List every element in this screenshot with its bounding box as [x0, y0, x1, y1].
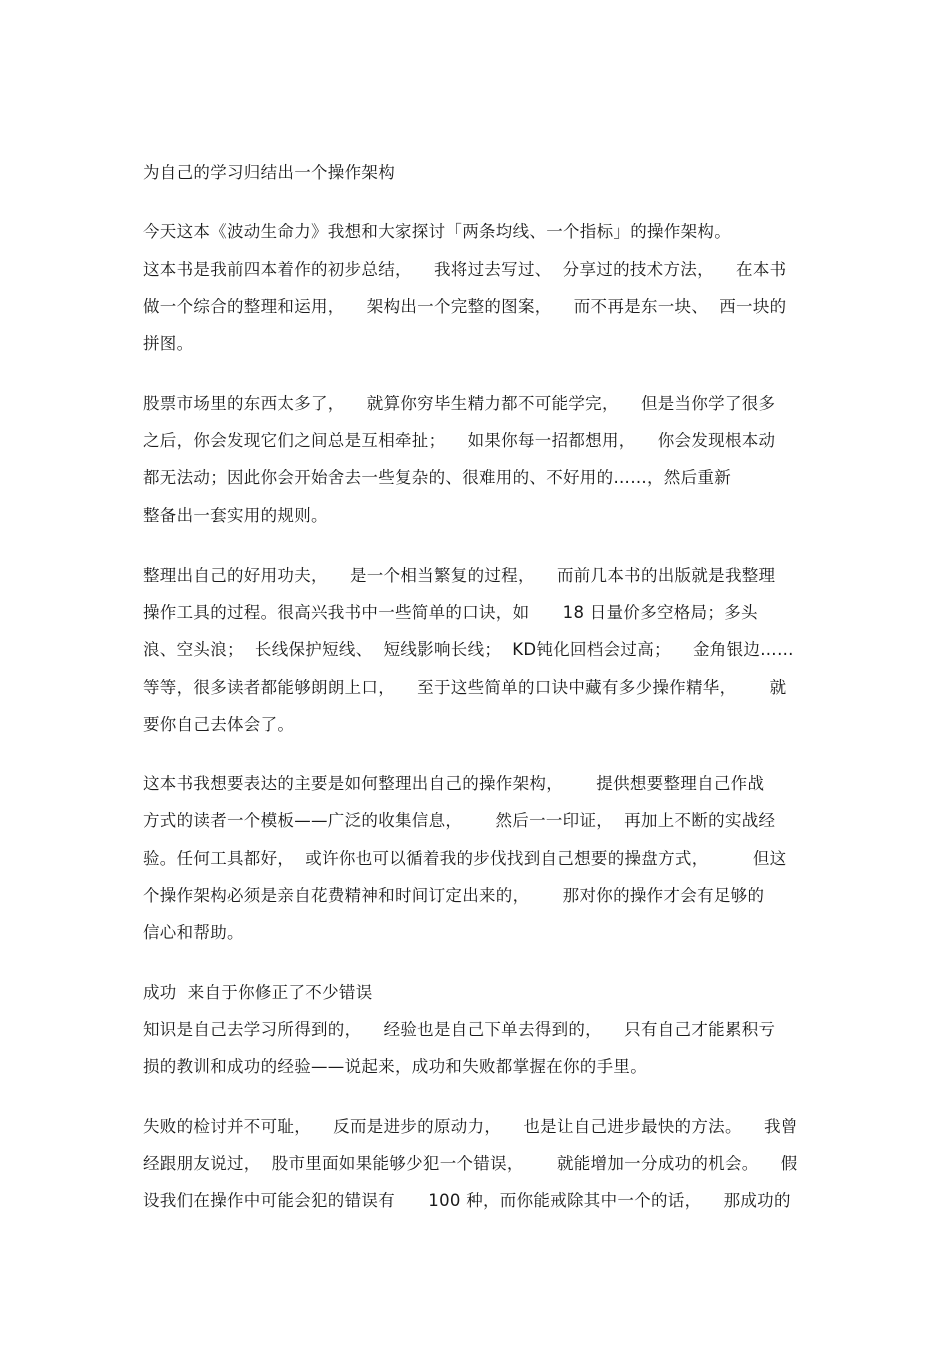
paragraph-1-line-1: 今天这本《波动生命力》我想和大家探讨「两条均线、一个指标」的操作架构。 — [143, 222, 731, 241]
paragraph-1-line-3: 做一个综合的整理和运用， 架构出一个完整的图案， 而不再是东一块、 西一块的 — [143, 297, 787, 316]
paragraph-2-line-1: 股票市场里的东西太多了， 就算你穷毕生精力都不可能学完， 但是当你学了很多 — [143, 394, 776, 413]
paragraph-4-line-5: 信心和帮助。 — [143, 923, 244, 942]
document-title: 为自己的学习归结出一个操作架构 — [143, 163, 395, 182]
paragraph-6-line-3: 设我们在操作中可能会犯的错误有 100 种，而你能戒除其中一个的话， 那成功的 — [143, 1191, 791, 1210]
paragraph-1-line-4: 拼图。 — [143, 334, 194, 353]
paragraph-5-line-1: 知识是自己去学习所得到的， 经验也是自己下单去得到的， 只有自己才能累积亏 — [143, 1020, 776, 1039]
paragraph-2-line-3: 都无法动；因此你会开始舍去一些复杂的、很难用的、不好用的……，然后重新 — [143, 468, 731, 487]
paragraph-1-line-2: 这本书是我前四本着作的初步总结， 我将过去写过、 分享过的技术方法， 在本书 — [143, 260, 787, 279]
paragraph-4-line-4: 个操作架构必须是亲自花费精神和时间订定出来的， 那对你的操作才会有足够的 — [143, 886, 765, 905]
paragraph-6-line-1: 失败的检讨并不可耻， 反而是进步的原动力， 也是让自己进步最快的方法。 我曾 — [143, 1117, 798, 1136]
paragraph-3-line-2: 操作工具的过程。很高兴我书中一些简单的口诀，如 18 日量价多空格局；多头 — [143, 603, 758, 622]
paragraph-4-line-2: 方式的读者一个模板——广泛的收集信息， 然后一一印证， 再加上不断的实战经 — [143, 811, 776, 830]
paragraph-3-line-4: 等等，很多读者都能够朗朗上口， 至于这些简单的口诀中藏有多少操作精华， 就 — [143, 678, 787, 697]
paragraph-4-line-1: 这本书我想要表达的主要是如何整理出自己的操作架构， 提供想要整理自己作战 — [143, 774, 765, 793]
paragraph-3-line-5: 要你自己去体会了。 — [143, 715, 295, 734]
section-heading-success: 成功 来自于你修正了不少错误 — [143, 983, 373, 1002]
paragraph-2-line-2: 之后，你会发现它们之间总是互相牵扯； 如果你每一招都想用， 你会发现根本动 — [143, 431, 776, 450]
paragraph-3-line-3: 浪、空头浪； 长线保护短线、 短线影响长线； KD钝化回档会过高； 金角银边…… — [143, 640, 794, 659]
paragraph-2-line-4: 整备出一套实用的规则。 — [143, 506, 328, 525]
paragraph-4-line-3: 验。任何工具都好， 或许你也可以循着我的步伐找到自己想要的操盘方式， 但这 — [143, 849, 787, 868]
paragraph-5-line-2: 损的教训和成功的经验——说起来，成功和失败都掌握在你的手里。 — [143, 1057, 647, 1076]
paragraph-3-line-1: 整理出自己的好用功夫， 是一个相当繁复的过程， 而前几本书的出版就是我整理 — [143, 566, 776, 585]
paragraph-6-line-2: 经跟朋友说过， 股市里面如果能够少犯一个错误， 就能增加一分成功的机会。 假 — [143, 1154, 798, 1173]
